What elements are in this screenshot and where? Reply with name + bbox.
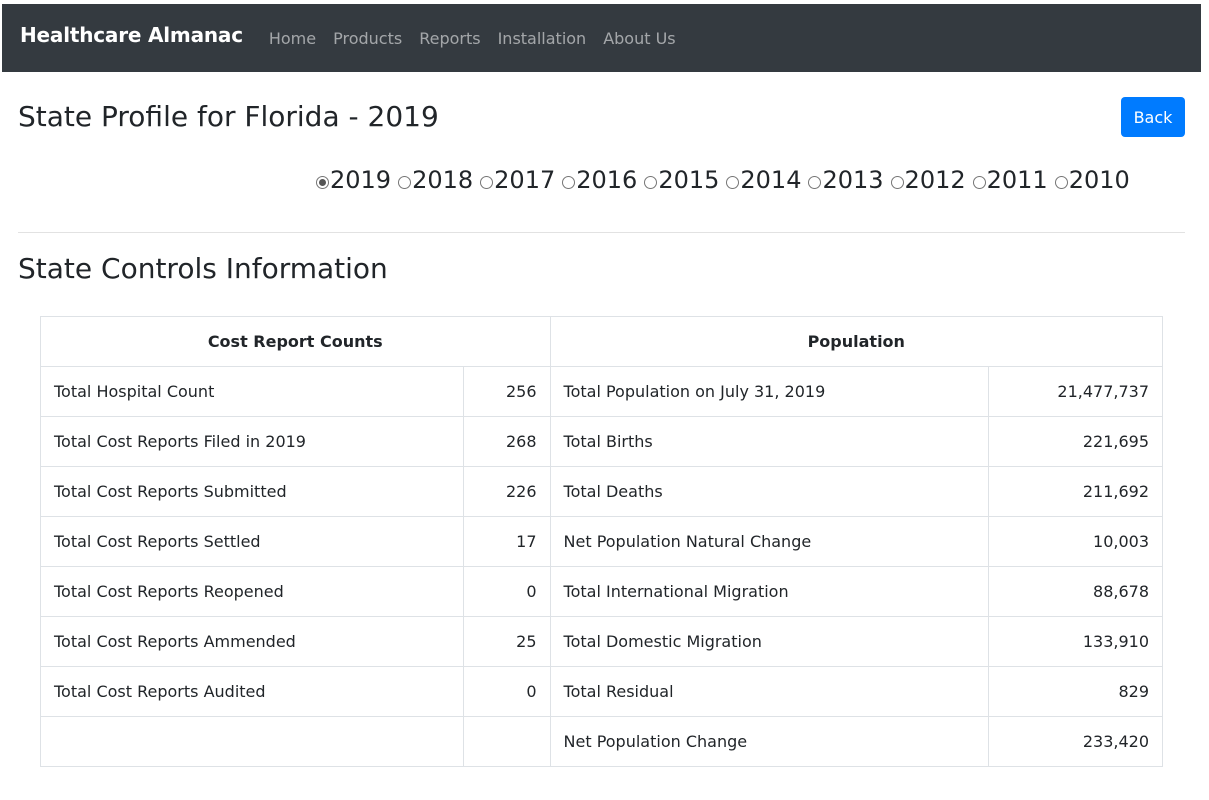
nav-link-about-us[interactable]: About Us bbox=[603, 28, 676, 48]
population-label: Net Population Change bbox=[550, 717, 989, 767]
year-label: 2016 bbox=[576, 166, 638, 194]
population-header: Population bbox=[550, 317, 1162, 367]
year-option-2017[interactable] bbox=[480, 166, 555, 194]
year-radio-2018[interactable] bbox=[398, 176, 411, 189]
brand-logo[interactable]: Healthcare Almanac bbox=[20, 23, 243, 47]
title-row bbox=[18, 97, 1185, 139]
cost-report-value: 25 bbox=[463, 617, 550, 667]
cost-report-value: 0 bbox=[463, 667, 550, 717]
cost-report-label: Total Cost Reports Settled bbox=[41, 517, 464, 567]
population-value: 829 bbox=[989, 667, 1163, 717]
year-label: 2013 bbox=[822, 166, 884, 194]
year-option-2010[interactable] bbox=[1055, 166, 1130, 194]
cost-report-label: Total Cost Reports Filed in 2019 bbox=[41, 417, 464, 467]
cost-report-label: Total Cost Reports Reopened bbox=[41, 567, 464, 617]
population-label: Total International Migration bbox=[550, 567, 989, 617]
population-value: 233,420 bbox=[989, 717, 1163, 767]
cost-report-value: 0 bbox=[463, 567, 550, 617]
year-option-2014[interactable] bbox=[726, 166, 801, 194]
cost-report-value: 226 bbox=[463, 467, 550, 517]
year-option-2013[interactable] bbox=[808, 166, 883, 194]
cost-report-label bbox=[41, 717, 464, 767]
year-selector bbox=[316, 166, 1137, 194]
cost-report-value: 17 bbox=[463, 517, 550, 567]
year-radio-2017[interactable] bbox=[480, 176, 493, 189]
population-value: 211,692 bbox=[989, 467, 1163, 517]
population-label: Total Domestic Migration bbox=[550, 617, 989, 667]
year-radio-2015[interactable] bbox=[644, 176, 657, 189]
year-radio-2010[interactable] bbox=[1055, 176, 1068, 189]
state-controls-table bbox=[40, 316, 1163, 767]
year-option-2011[interactable] bbox=[973, 166, 1048, 194]
page-title: State Profile for Florida - 2019 bbox=[18, 100, 439, 133]
table-row bbox=[41, 417, 1163, 467]
year-radio-2014[interactable] bbox=[726, 176, 739, 189]
nav-link-home[interactable]: Home bbox=[268, 28, 317, 48]
population-label: Net Population Natural Change bbox=[550, 517, 989, 567]
year-label: 2010 bbox=[1068, 166, 1130, 194]
top-navbar bbox=[2, 4, 1201, 72]
population-label: Total Deaths bbox=[550, 467, 989, 517]
table-row bbox=[41, 717, 1163, 767]
year-option-2018[interactable] bbox=[398, 166, 473, 194]
population-value: 88,678 bbox=[989, 567, 1163, 617]
population-value: 221,695 bbox=[989, 417, 1163, 467]
table-row bbox=[41, 667, 1163, 717]
cost-report-value: 256 bbox=[463, 367, 550, 417]
cost-report-value bbox=[463, 717, 550, 767]
year-label: 2015 bbox=[658, 166, 720, 194]
year-option-2012[interactable] bbox=[891, 166, 966, 194]
population-label: Total Population on July 31, 2019 bbox=[550, 367, 989, 417]
year-label: 2014 bbox=[740, 166, 802, 194]
population-label: Total Births bbox=[550, 417, 989, 467]
cost-report-label: Total Cost Reports Ammended bbox=[41, 617, 464, 667]
nav-link-installation[interactable]: Installation bbox=[497, 28, 587, 48]
table-row bbox=[41, 517, 1163, 567]
nav-link-products[interactable]: Products bbox=[333, 28, 403, 48]
cost-report-label: Total Hospital Count bbox=[41, 367, 464, 417]
year-option-2016[interactable] bbox=[562, 166, 637, 194]
cost-report-header: Cost Report Counts bbox=[41, 317, 551, 367]
population-value: 10,003 bbox=[989, 517, 1163, 567]
year-label: 2019 bbox=[330, 166, 392, 194]
section-title: State Controls Information bbox=[18, 252, 388, 285]
section-divider bbox=[18, 232, 1185, 233]
table-row bbox=[41, 367, 1163, 417]
table-row bbox=[41, 467, 1163, 517]
back-button[interactable]: Back bbox=[1121, 97, 1185, 137]
year-label: 2012 bbox=[904, 166, 966, 194]
year-label: 2018 bbox=[412, 166, 474, 194]
table-header-row bbox=[41, 317, 1163, 367]
population-label: Total Residual bbox=[550, 667, 989, 717]
cost-report-value: 268 bbox=[463, 417, 550, 467]
year-label: 2017 bbox=[494, 166, 556, 194]
year-radio-2016[interactable] bbox=[562, 176, 575, 189]
nav-links bbox=[269, 29, 676, 48]
year-radio-2011[interactable] bbox=[973, 176, 986, 189]
population-value: 21,477,737 bbox=[989, 367, 1163, 417]
nav-link-reports[interactable]: Reports bbox=[419, 28, 481, 48]
year-radio-2012[interactable] bbox=[891, 176, 904, 189]
year-option-2015[interactable] bbox=[644, 166, 719, 194]
year-label: 2011 bbox=[986, 166, 1048, 194]
table-row bbox=[41, 567, 1163, 617]
cost-report-label: Total Cost Reports Submitted bbox=[41, 467, 464, 517]
population-value: 133,910 bbox=[989, 617, 1163, 667]
table-row bbox=[41, 617, 1163, 667]
year-radio-2013[interactable] bbox=[808, 176, 821, 189]
year-radio-2019[interactable] bbox=[316, 176, 329, 189]
cost-report-label: Total Cost Reports Audited bbox=[41, 667, 464, 717]
year-option-2019[interactable] bbox=[316, 166, 391, 194]
